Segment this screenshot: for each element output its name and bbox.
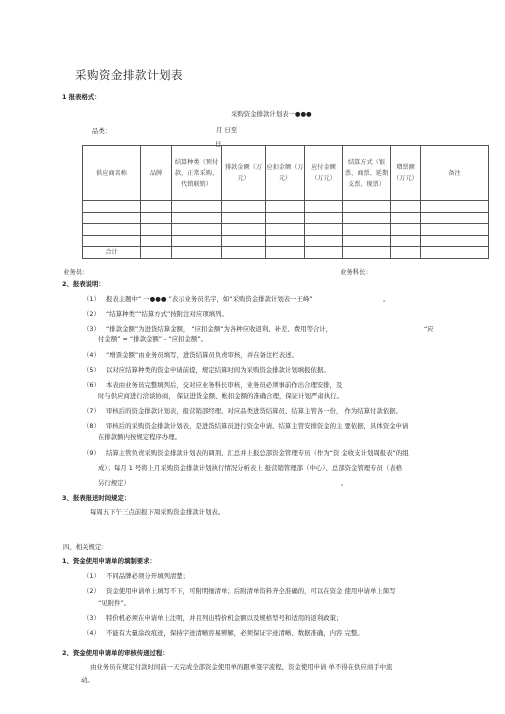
note-tail: 。 xyxy=(341,479,348,487)
note-number: （9） xyxy=(83,449,100,457)
rule-text: 资金使用申请单上填写不下，可附明细清单；后附清单资料齐全准确的，可以在资金 使用申请单上简写 xyxy=(106,587,396,595)
section-4-heading: 四、相关规定： xyxy=(63,543,108,551)
rules-2-text-cont: 动。 xyxy=(81,676,94,684)
note-text: 以对应结算种类的资金申请前提，规定结算时间为采购资金排款计划填报依据。 xyxy=(106,366,330,374)
table-row xyxy=(83,201,489,213)
note-text: 本表由业务员完整填列后，交对应业务科长审核，业务员必须事前作出合理安排，及 xyxy=(106,381,343,389)
col-settle-method: 结算方式（银票、商票、延期支票、现票） xyxy=(343,146,391,201)
note-text: 结算主管负责采购资金排款计划表的调剂、汇总并上报总部资金管理专员（作为“资 金收支计划周报表”的组 xyxy=(106,449,409,457)
col-deduct-amount: 应扣金额（万元） xyxy=(266,146,305,201)
rule-number: （3） xyxy=(83,614,100,622)
note-number: （4） xyxy=(83,351,100,359)
clerk-signature-label: 业务员： xyxy=(63,268,89,276)
note-number: （7） xyxy=(83,407,100,415)
note-text: “排款金额”为进货结算金额， “应扣金额”为各种应收返利、补差、费用等合计， xyxy=(106,325,333,333)
note-text: 另行规定） xyxy=(98,479,130,487)
section-2-heading: 2、报表说明： xyxy=(62,280,105,288)
category-label: 品类： xyxy=(92,127,112,135)
rule-number: （1） xyxy=(83,572,100,580)
section-3-heading: 3、报表报送时间规定： xyxy=(62,494,131,502)
note-text: 成）；每月 1 号将上月采购资金排款计划执行情况分析表上 报营销管理部（中心）、总部资金管理专员（表格 xyxy=(98,464,403,472)
note-text: “增票金额”由业务员填写，进货结算员负责审核，并在备注栏表述。 xyxy=(106,351,298,359)
rules-2-text: 由业务员在规定付款时间前一天完成全部资金使用单的跟单签字流程，资金使用申请 单不得在供应商手中流 xyxy=(90,663,393,671)
rule-text: 不能有大量涂改痕迹，保持字迹清晰容易辨解，必须保证字迹清晰、数据准确，内容 完整。 xyxy=(106,629,364,637)
col-pay-amount: 应付金额（万元） xyxy=(305,146,343,201)
col-settle-type: 结算种类（预付款、正常采购、代销联销） xyxy=(172,146,222,201)
rule-number: （2） xyxy=(83,587,100,595)
rules-1-heading: 1、资金使用申请单的填制要求： xyxy=(62,557,156,565)
note-number: （2） xyxy=(83,310,100,318)
rules-2-heading: 2、资金使用申请单的审核传递过程： xyxy=(62,649,169,657)
note-number: （3） xyxy=(83,325,100,333)
note-text: 审核后的采购资金排款计划表，是进货结算员进行资金申请、结算主管安排资金的主 要依据，具体资金申请 xyxy=(106,422,409,430)
table-total-row xyxy=(83,247,489,259)
section-1-heading: 1 报表格式： xyxy=(62,93,101,101)
col-invoice-amount: 增票额（万元） xyxy=(391,146,421,201)
section-3-text: 每周五下午三点前报下周采购资金排款计划表。 xyxy=(90,508,225,516)
col-remark: 备注 xyxy=(421,146,489,201)
col-brand: 品牌 xyxy=(141,146,172,201)
table-row xyxy=(83,224,489,236)
table-row xyxy=(83,212,489,224)
col-supplier: 供应商名称 xyxy=(83,146,141,201)
form-header-title: 采购资金排款计划表一●●● xyxy=(231,110,312,118)
chief-signature-label: 业务科长： xyxy=(340,268,372,276)
rule-text: 不同品牌必须分开填列清楚； xyxy=(106,572,190,580)
table-row xyxy=(83,235,489,247)
note-text: 审核后的资金排款计划表，报营销部经理、对应品类进货结算员、结算主管各一份， 作为结算付款依据。 xyxy=(106,407,402,415)
note-number: （1） xyxy=(83,295,100,303)
period-day: 日 xyxy=(215,140,222,148)
note-number: （5） xyxy=(83,366,100,374)
note-tail: 。 xyxy=(383,295,390,303)
note-text: 时与供应商进行洽谈协商， 保证进货金额、帐扣金额的准确合理，保证计划严肃执行。 xyxy=(98,392,343,400)
period-label: 月 日至 xyxy=(216,126,238,134)
payment-plan-table xyxy=(82,145,489,259)
col-plan-amount: 排款金额（万元） xyxy=(222,146,266,201)
note-text: 报表主题中“ 一●●● ”表示业务员名字，如“采购资金排款计划表一王峰” xyxy=(106,295,313,303)
rule-number: （4） xyxy=(83,629,100,637)
note-text: “结算种类”“结算方式”按附注对应项填列。 xyxy=(106,310,228,318)
note-number: （6） xyxy=(83,381,100,389)
note-tail: “应 xyxy=(424,325,434,333)
table-header-row xyxy=(83,146,489,201)
total-label: 合计 xyxy=(83,247,141,259)
note-text: 在排款额内按规定程序办理。 xyxy=(98,433,182,441)
rule-text: 特价机必须在申请单上注明，并且列出特价机金额以及规格型号和适用的返利政策； xyxy=(106,614,343,622)
note-number: （8） xyxy=(83,422,100,430)
document-title: 采购资金排款计划表 xyxy=(75,68,183,82)
rule-text: “见附件”。 xyxy=(98,599,131,607)
note-text: 付金额” = “排款金额” - “应扣金额”。 xyxy=(98,335,208,343)
